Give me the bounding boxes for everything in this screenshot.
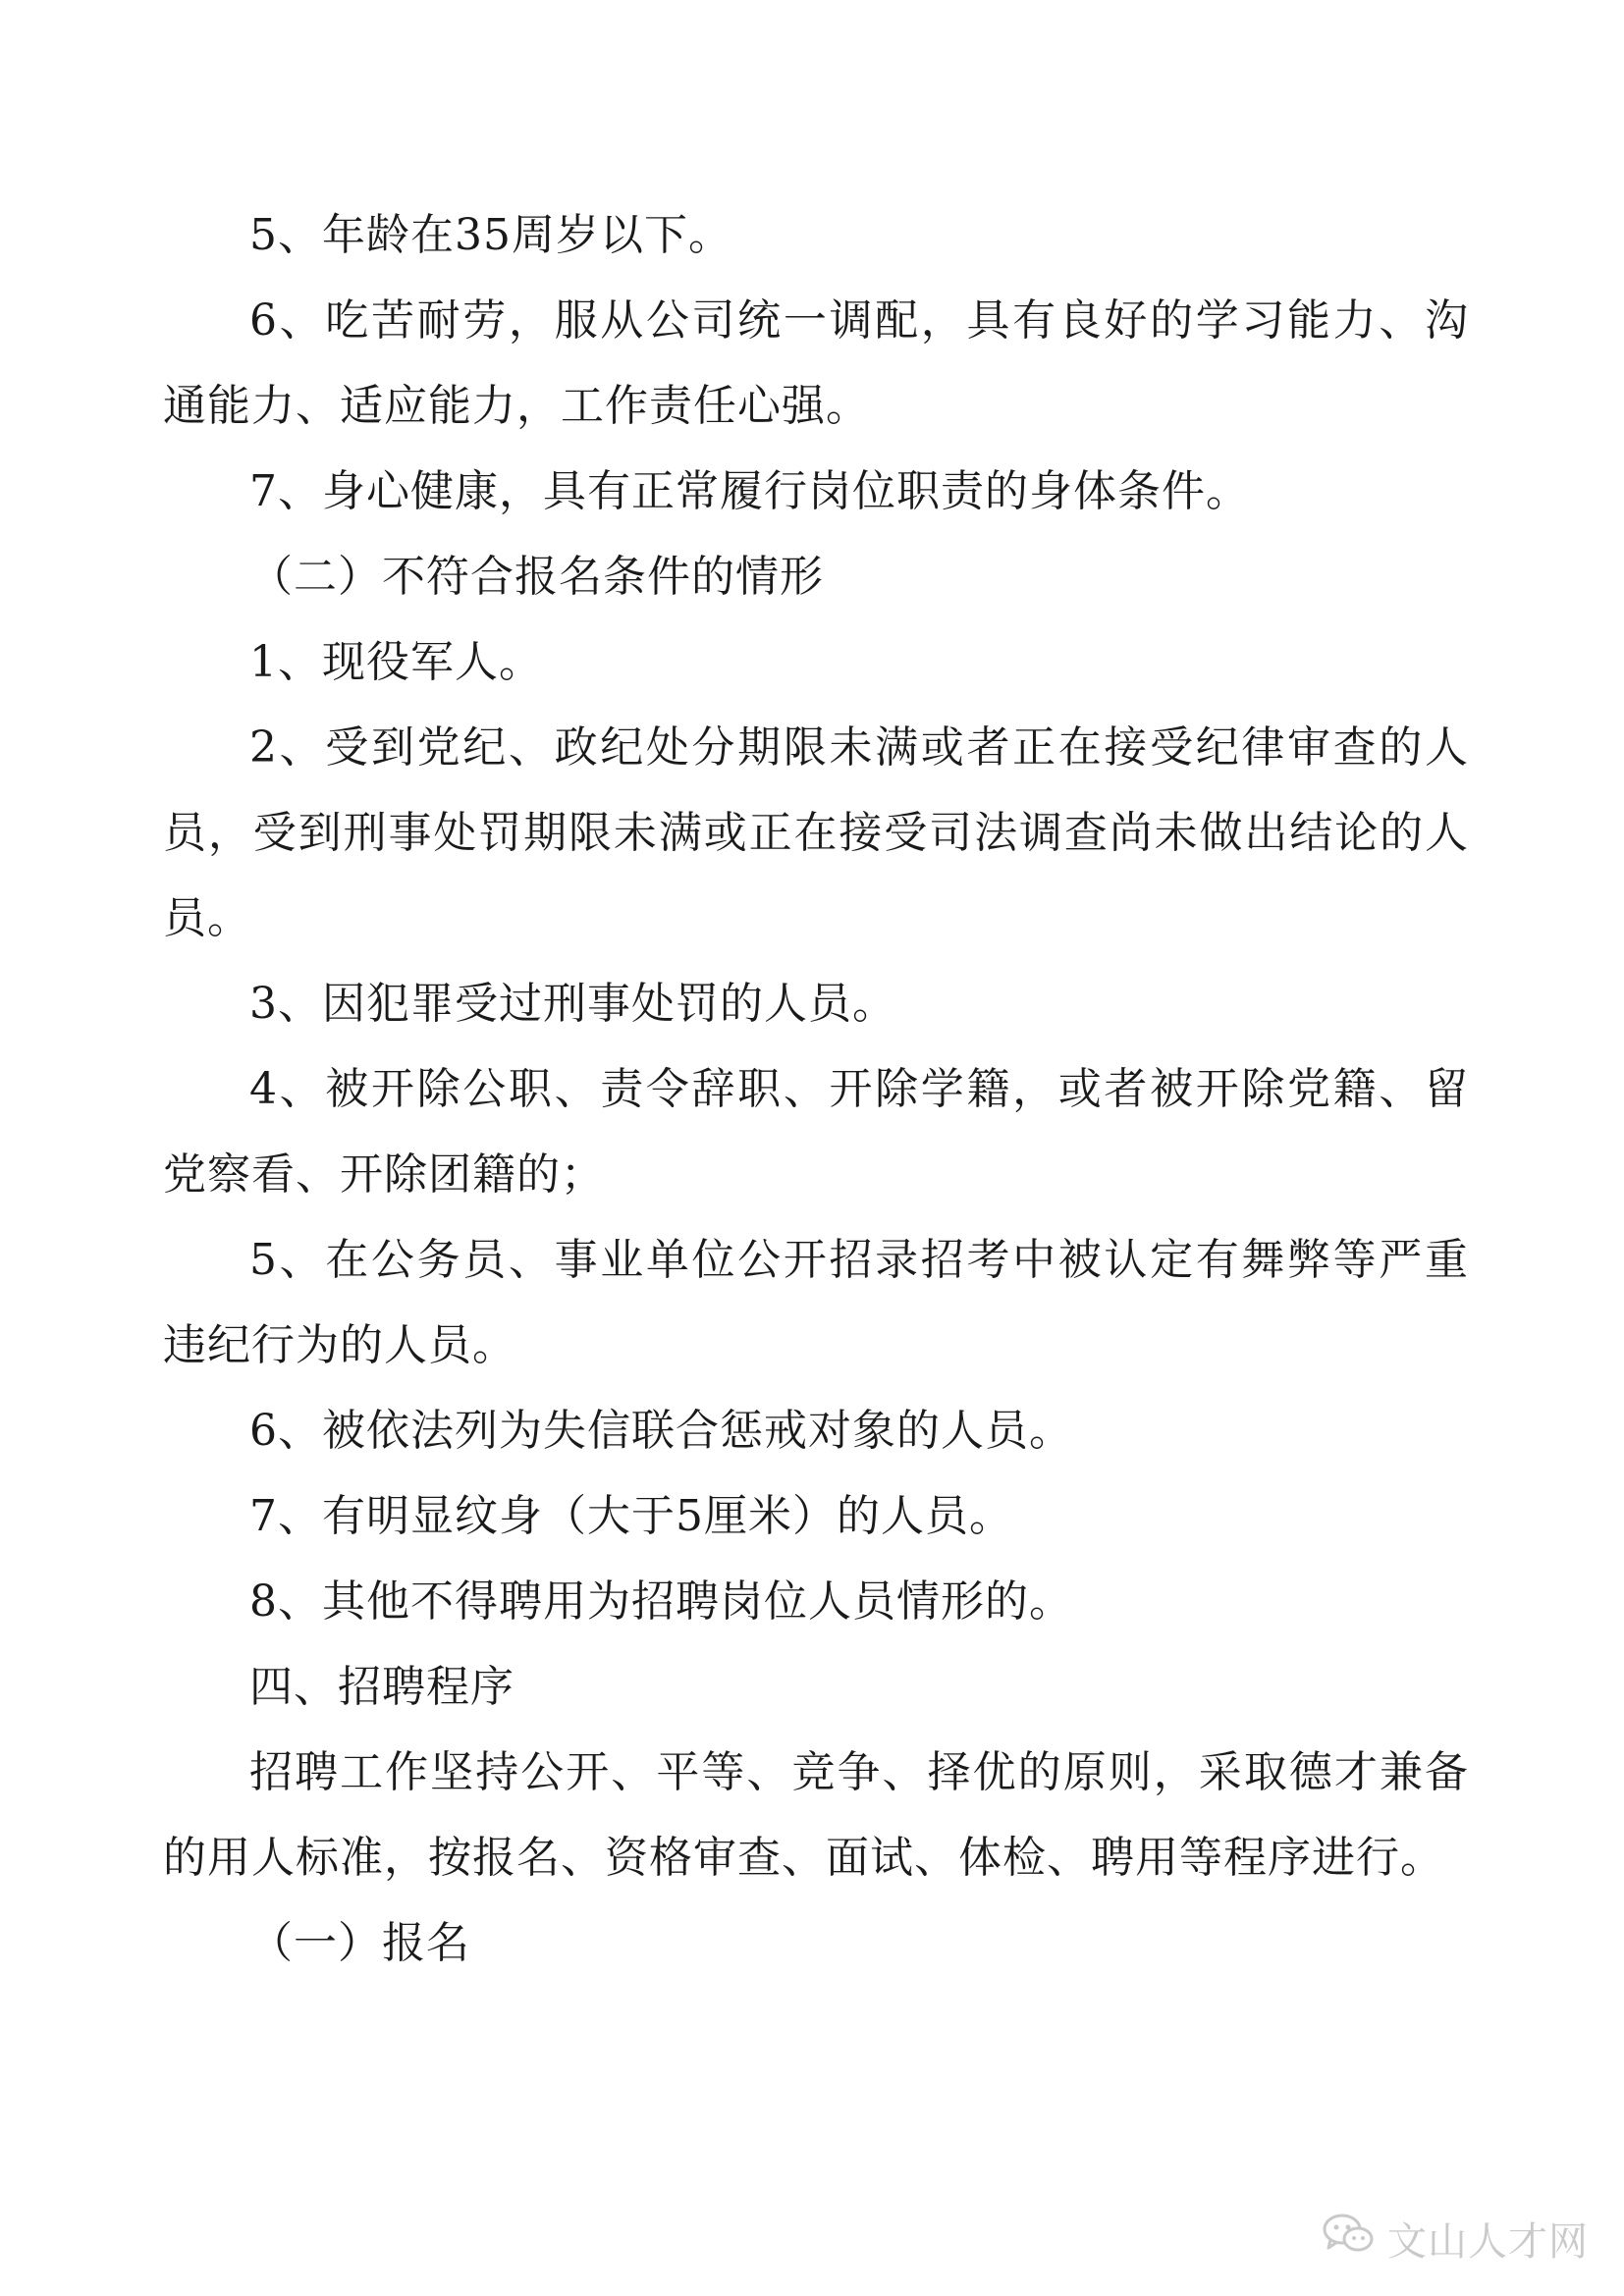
paragraph: 8、其他不得聘用为招聘岗位人员情形的。 bbox=[249, 1576, 1073, 1627]
section-heading: （二）不符合报名条件的情形 bbox=[249, 552, 824, 602]
paragraph: 7、有明显纹身（大于5厘米）的人员。 bbox=[249, 1491, 1013, 1541]
watermark-text: 文山人才网 bbox=[1387, 2218, 1589, 2265]
paragraph: 6、被依法列为失信联合惩戒对象的人员。 bbox=[249, 1406, 1073, 1456]
paragraph: 5、在公务员、事业单位公开招录招考中被认定有舞弊等严重违纪行为的人员。 bbox=[163, 1235, 1469, 1370]
paragraph: 6、吃苦耐劳，服从公司统一调配，具有良好的学习能力、沟通能力、适应能力，工作责任心强。 bbox=[163, 295, 1469, 431]
paragraph: 7、身心健康，具有正常履行岗位职责的身体条件。 bbox=[249, 466, 1250, 516]
paragraph: 1、现役军人。 bbox=[249, 637, 543, 687]
watermark bbox=[1321, 2210, 1589, 2267]
paragraph: 2、受到党纪、政纪处分期限未满或者正在接受纪律审查的人员，受到刑事处罚期限未满或正在接受司法调查尚未做出结论的人员。 bbox=[163, 722, 1469, 943]
paragraph: 3、因犯罪受过刑事处罚的人员。 bbox=[249, 979, 896, 1029]
document-page bbox=[163, 192, 1469, 1986]
paragraph: 招聘工作坚持公开、平等、竞争、择优的原则，采取德才兼备的用人标准，按报名、资格审查、面试、体检、聘用等程序进行。 bbox=[163, 1747, 1469, 1883]
section-heading: （一）报名 bbox=[249, 1918, 470, 1968]
paragraph: 4、被开除公职、责令辞职、开除学籍，或者被开除党籍、留党察看、开除团籍的； bbox=[163, 1064, 1469, 1200]
wechat-icon bbox=[1321, 2210, 1376, 2267]
paragraph: 5、年龄在35周岁以下。 bbox=[249, 210, 732, 260]
section-heading: 四、招聘程序 bbox=[249, 1662, 514, 1712]
